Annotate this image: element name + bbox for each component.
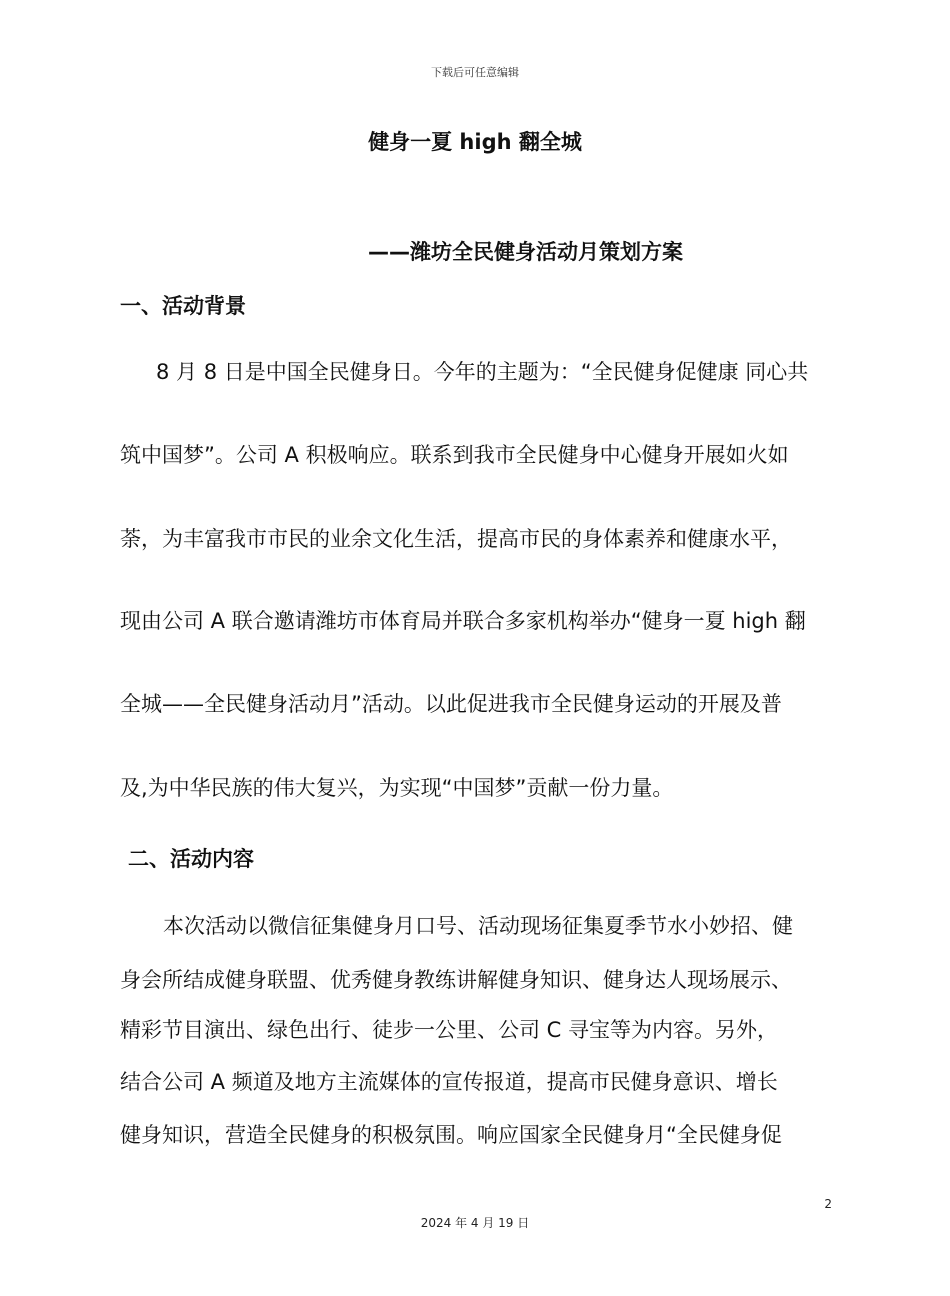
paragraph-line: 筑中国梦”。公司 A 积极响应。联系到我市全民健身中心健身开展如火如 (120, 443, 789, 467)
paragraph-line: 及,为中华民族的伟大复兴，为实现“中国梦”贡献一份力量。 (120, 776, 674, 800)
paragraph-line: 精彩节目演出、绿色出行、徒步一公里、公司 C 寻宝等为内容。另外， (120, 1018, 779, 1042)
paragraph-line: 身会所结成健身联盟、优秀健身教练讲解健身知识、健身达人现场展示、 (120, 968, 792, 992)
page-number: 2 (824, 1197, 832, 1211)
document-subtitle: ——潍坊全民健身活动月策划方案 (368, 240, 683, 264)
document-title: 健身一夏 high 翻全城 (368, 130, 582, 154)
paragraph-line: 全城——全民健身活动月”活动。以此促进我市全民健身运动的开展及普 (120, 692, 782, 716)
paragraph-line: 本次活动以微信征集健身月口号、活动现场征集夏季节水小妙招、健 (163, 914, 793, 938)
paragraph-line: 8 月 8 日是中国全民健身日。今年的主题为：“全民健身促健康 同心共 (156, 360, 809, 384)
section-heading-background: 一、活动背景 (120, 294, 246, 318)
paragraph-line: 现由公司 A 联合邀请潍坊市体育局并联合多家机构举办“健身一夏 high 翻 (120, 609, 806, 633)
section-heading-content: 二、活动内容 (128, 847, 254, 871)
paragraph-line: 荼，为丰富我市市民的业余文化生活，提高市民的身体素养和健康水平， (120, 527, 792, 551)
header-note: 下载后可任意编辑 (431, 66, 519, 79)
paragraph-line: 结合公司 A 频道及地方主流媒体的宣传报道，提高市民健身意识、增长 (120, 1070, 778, 1094)
paragraph-line: 健身知识，营造全民健身的积极氛围。响应国家全民健身月“全民健身促 (120, 1123, 782, 1147)
footer-date: 2024 年 4 月 19 日 (420, 1216, 530, 1230)
